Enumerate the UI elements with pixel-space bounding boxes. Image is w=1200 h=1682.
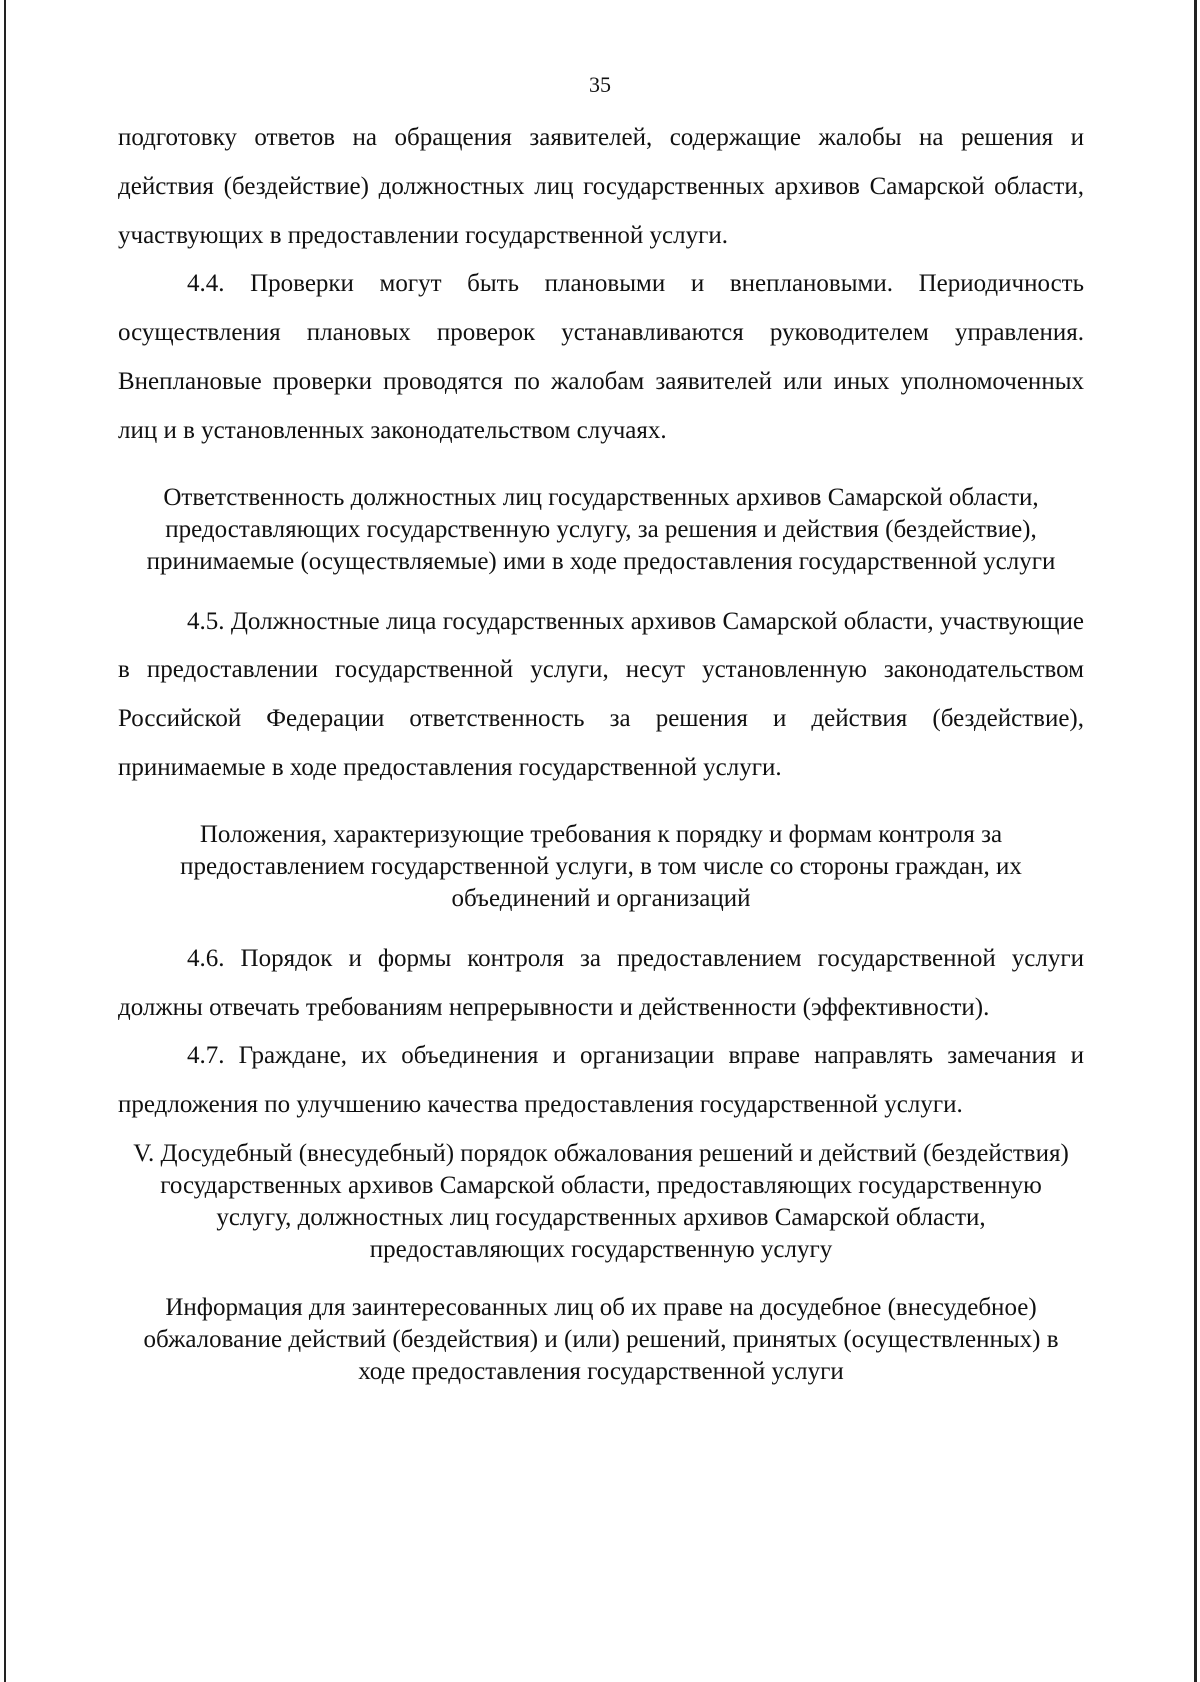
paragraph-4-5: 4.5. Должностные лица государственных архивов Самарской области, участвующие в предоставлении государственной услуги, несут установленную законодательством Российской Федерации ответственность за решения и действия (бездействие), принимаемые в ходе предоставления государственной услуги. — [118, 607, 1084, 781]
section-heading-control-requirements: Положения, характеризующие требования к порядку и формам контроля за предоставлением государственной услуги, в том числе со стороны граждан, их объединений и организаций — [180, 820, 1022, 912]
paragraph-4-6: 4.6. Порядок и формы контроля за предоставлением государственной услуги должны отвечать требованиям непрерывности и действенности (эффективности). — [118, 944, 1084, 1021]
paragraph-4-4: 4.4. Проверки могут быть плановыми и внеплановыми. Периодичность осуществления плановых проверок устанавливаются руководителем управления. Внеплановые проверки проводятся по жалобам заявителей или иных уполномоченных лиц и в установленных законодательством случаях. — [118, 270, 1084, 444]
document-body — [118, 114, 1084, 1388]
chapter-heading-v: V. Досудебный (внесудебный) порядок обжалования решений и действий (бездействия) государственных архивов Самарской области, предоставляющих государственную услугу, должностных лиц государственных архивов Самарской области, предоставляющих государственную услугу — [133, 1139, 1069, 1263]
section-heading-appeal-information: Информация для заинтересованных лиц об их праве на досудебное (внесудебное) обжалование действий (бездействия) и (или) решений, принятых (осуществленных) в ходе предоставления государственной услуги — [143, 1293, 1059, 1385]
paragraph-4-7: 4.7. Граждане, их объединения и организации вправе направлять замечания и предложения по улучшению качества предоставления государственной услуги. — [118, 1042, 1084, 1119]
paragraph-continuation: подготовку ответов на обращения заявителей, содержащие жалобы на решения и действия (бездействие) должностных лиц государственных архивов Самарской области, участвующих в предоставлении государственной услуги. — [118, 124, 1084, 249]
scan-edge-left — [4, 0, 6, 1682]
section-heading-responsibility: Ответственность должностных лиц государственных архивов Самарской области, предоставляющих государственную услугу, за решения и действия (бездействие), принимаемые (осуществляемые) ими в ходе предоставления государственной услуги — [146, 483, 1056, 575]
scan-edge-right — [1194, 0, 1197, 1682]
page-number: 35 — [589, 72, 611, 97]
